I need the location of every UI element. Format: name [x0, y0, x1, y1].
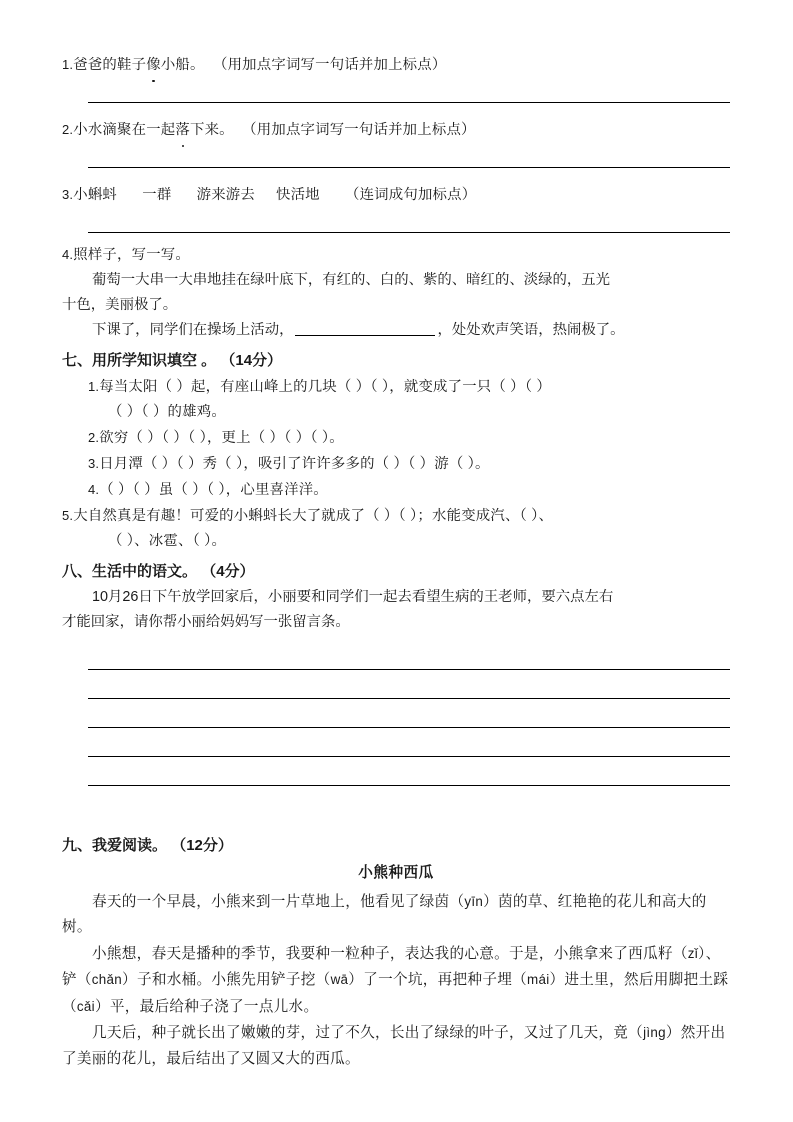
answer-line[interactable] — [88, 698, 730, 699]
pinyin-annotation: wā — [330, 972, 349, 987]
section-seven-item-4-number: 4. — [88, 482, 100, 497]
section-eight-label: 八、 — [62, 563, 93, 580]
answer-line[interactable] — [88, 669, 730, 670]
section-seven-item-4-text[interactable]: （ ）（ ）虽（ ）（ ），心里喜洋洋。 — [99, 482, 328, 498]
answer-line[interactable] — [88, 785, 730, 786]
section-seven-item-5-line-2[interactable]: （ ）、冰雹、（ ）。 — [108, 533, 227, 549]
question-1-text-before: 爸爸的鞋子 — [73, 57, 147, 73]
question-4-example-line-2: 十色，美丽极了。 — [62, 297, 178, 313]
section-nine-points: （12分） — [171, 837, 233, 854]
passage-text: ）平，最后给种子浇了一点儿水。 — [94, 998, 319, 1015]
pinyin-annotation: zǐ — [687, 945, 699, 961]
passage-text: 春天的一个早晨，小熊来到一片草地上，他看见了绿茵（ — [92, 893, 465, 910]
passage-text: ）、铲（ — [62, 945, 721, 988]
section-eight-body-line-1: 10月26日下午放学回家后，小丽要和同学们一起去看望生病的王老师，要六点左右 — [92, 589, 614, 605]
reading-paragraph-3 — [62, 1020, 730, 1072]
passage-text: ）子和水桶。小熊先用铲子挖（ — [122, 972, 331, 988]
question-4-number: 4. — [62, 247, 74, 262]
question-3-word-4: 快活地 — [276, 187, 320, 203]
passage-text: ）然开出了美丽的花儿，最后结出了又圆又大的西瓜。 — [62, 1025, 726, 1067]
section-seven-item-5-text[interactable]: 大自然真是有趣！可爱的小蝌蚪长大了就成了（ ）（ ）；水能变成汽、（ ）、 — [73, 508, 554, 524]
section-seven-item-3-number: 3. — [88, 456, 100, 471]
section-eight-body-line-2: 才能回家，请你帮小丽给妈妈写一张留言条。 — [62, 614, 350, 630]
question-4-example-line-1: 葡萄一大串一大串地挂在绿叶底下，有红的、白的、紫的、暗红的、淡绿的，五光 — [92, 272, 611, 288]
passage-text: ）了一个坑，再把种子埋（ — [348, 972, 528, 988]
section-nine-label: 九、 — [62, 837, 93, 854]
section-eight-points: （4分） — [201, 563, 255, 580]
section-eight-title: 生活中的语文。 — [92, 563, 198, 580]
section-seven-item-1-text[interactable]: 每当太阳（ ）起，有座山峰上的几块（ ）（ ），就变成了一只（ ）（ ） — [99, 379, 551, 395]
question-4-fill-line — [62, 318, 730, 343]
question-1-dotted-char: 像 — [146, 53, 161, 78]
pinyin-annotation: yīn — [464, 893, 484, 909]
section-eight-heading — [62, 559, 730, 585]
section-seven-item-1-line-2[interactable]: （ ）（ ）的雄鸡。 — [108, 404, 226, 420]
question-1-text-after: 小船。 — [160, 57, 205, 73]
section-seven-item-2-number: 2. — [88, 430, 100, 445]
section-seven-item-3 — [62, 451, 730, 477]
question-3-instruction: （连词成句加标点） — [344, 187, 477, 203]
section-nine-title: 我爱阅读。 — [92, 837, 168, 854]
question-4-blank[interactable] — [295, 321, 435, 336]
reading-passage-title: 小熊种西瓜 — [358, 865, 434, 881]
question-3 — [62, 182, 730, 208]
passage-text: 小熊想，春天是播种的季节，我要种一粒种子，表达我的心意。于是，小熊拿来了西瓜籽（ — [92, 945, 688, 962]
section-seven-title: 用所学知识填空 。 — [92, 352, 217, 369]
section-seven-heading — [62, 348, 730, 374]
question-2-number: 2. — [62, 122, 74, 137]
reading-paragraph-2 — [62, 941, 730, 1021]
question-4-fill-suffix: ，处处欢声笑语，热闹极了。 — [437, 322, 625, 338]
question-4 — [62, 242, 730, 268]
section-seven-item-5-number: 5. — [62, 508, 74, 523]
section-nine-heading — [62, 833, 730, 859]
question-1-number: 1. — [62, 57, 74, 72]
pinyin-annotation: mái — [527, 972, 550, 987]
section-seven-item-2-text[interactable]: 欲穷（ ）（ ）（ ），更上（ ）（ ）（ ）。 — [99, 430, 344, 446]
section-seven-item-5-line-1 — [62, 503, 730, 529]
question-2-text-after: 下来。 — [189, 122, 234, 138]
pinyin-annotation: chǎn — [91, 972, 123, 987]
passage-text: 几天后，种子就长出了嫩嫩的芽，过了不久，长出了绿绿的叶子，又过了几天，竟（ — [92, 1025, 644, 1041]
section-eight-answer-lines — [62, 669, 730, 786]
question-4-fill-prefix: 下课了，同学们在操场上活动， — [92, 322, 294, 338]
question-1-instruction: （用加点字词写一句话并加上标点） — [213, 57, 447, 73]
answer-line[interactable] — [88, 727, 730, 728]
section-seven-item-2 — [62, 425, 730, 451]
question-3-word-3: 游来游去 — [196, 187, 255, 203]
pinyin-annotation: jìng — [643, 1025, 666, 1040]
question-2-instruction: （用加点字词写一句话并加上标点） — [242, 122, 476, 138]
pinyin-annotation: cǎi — [76, 998, 95, 1014]
section-seven-points: （14分） — [220, 352, 283, 369]
page-content — [62, 52, 730, 1072]
reading-passage — [62, 861, 730, 1072]
section-seven-item-4 — [62, 477, 730, 503]
question-2-dotted-char: 落 — [175, 118, 190, 143]
answer-line[interactable] — [88, 756, 730, 757]
question-1 — [62, 52, 730, 78]
passage-text: ）茵的草、红艳艳的花儿和高大的树。 — [62, 893, 707, 935]
question-3-number: 3. — [62, 187, 74, 202]
section-seven-item-1-number: 1. — [88, 379, 100, 394]
question-3-word-2: 一群 — [142, 187, 172, 203]
question-2 — [62, 117, 730, 143]
question-4-prompt: 照样子，写一写。 — [73, 247, 190, 263]
section-seven-item-1-line-1 — [62, 374, 730, 400]
section-seven-item-3-text[interactable]: 日月潭（ ）（ ）秀（ ），吸引了许许多多的（ ）（ ）游（ ）。 — [99, 456, 490, 472]
reading-paragraph-1 — [62, 889, 730, 941]
section-seven-label: 七、 — [62, 352, 93, 369]
question-2-text-before: 小水滴聚在一起 — [73, 122, 176, 138]
question-3-word-1: 小蝌蚪 — [73, 187, 118, 203]
passage-text: ）进土里，然后用脚把土踩（ — [62, 972, 729, 1015]
